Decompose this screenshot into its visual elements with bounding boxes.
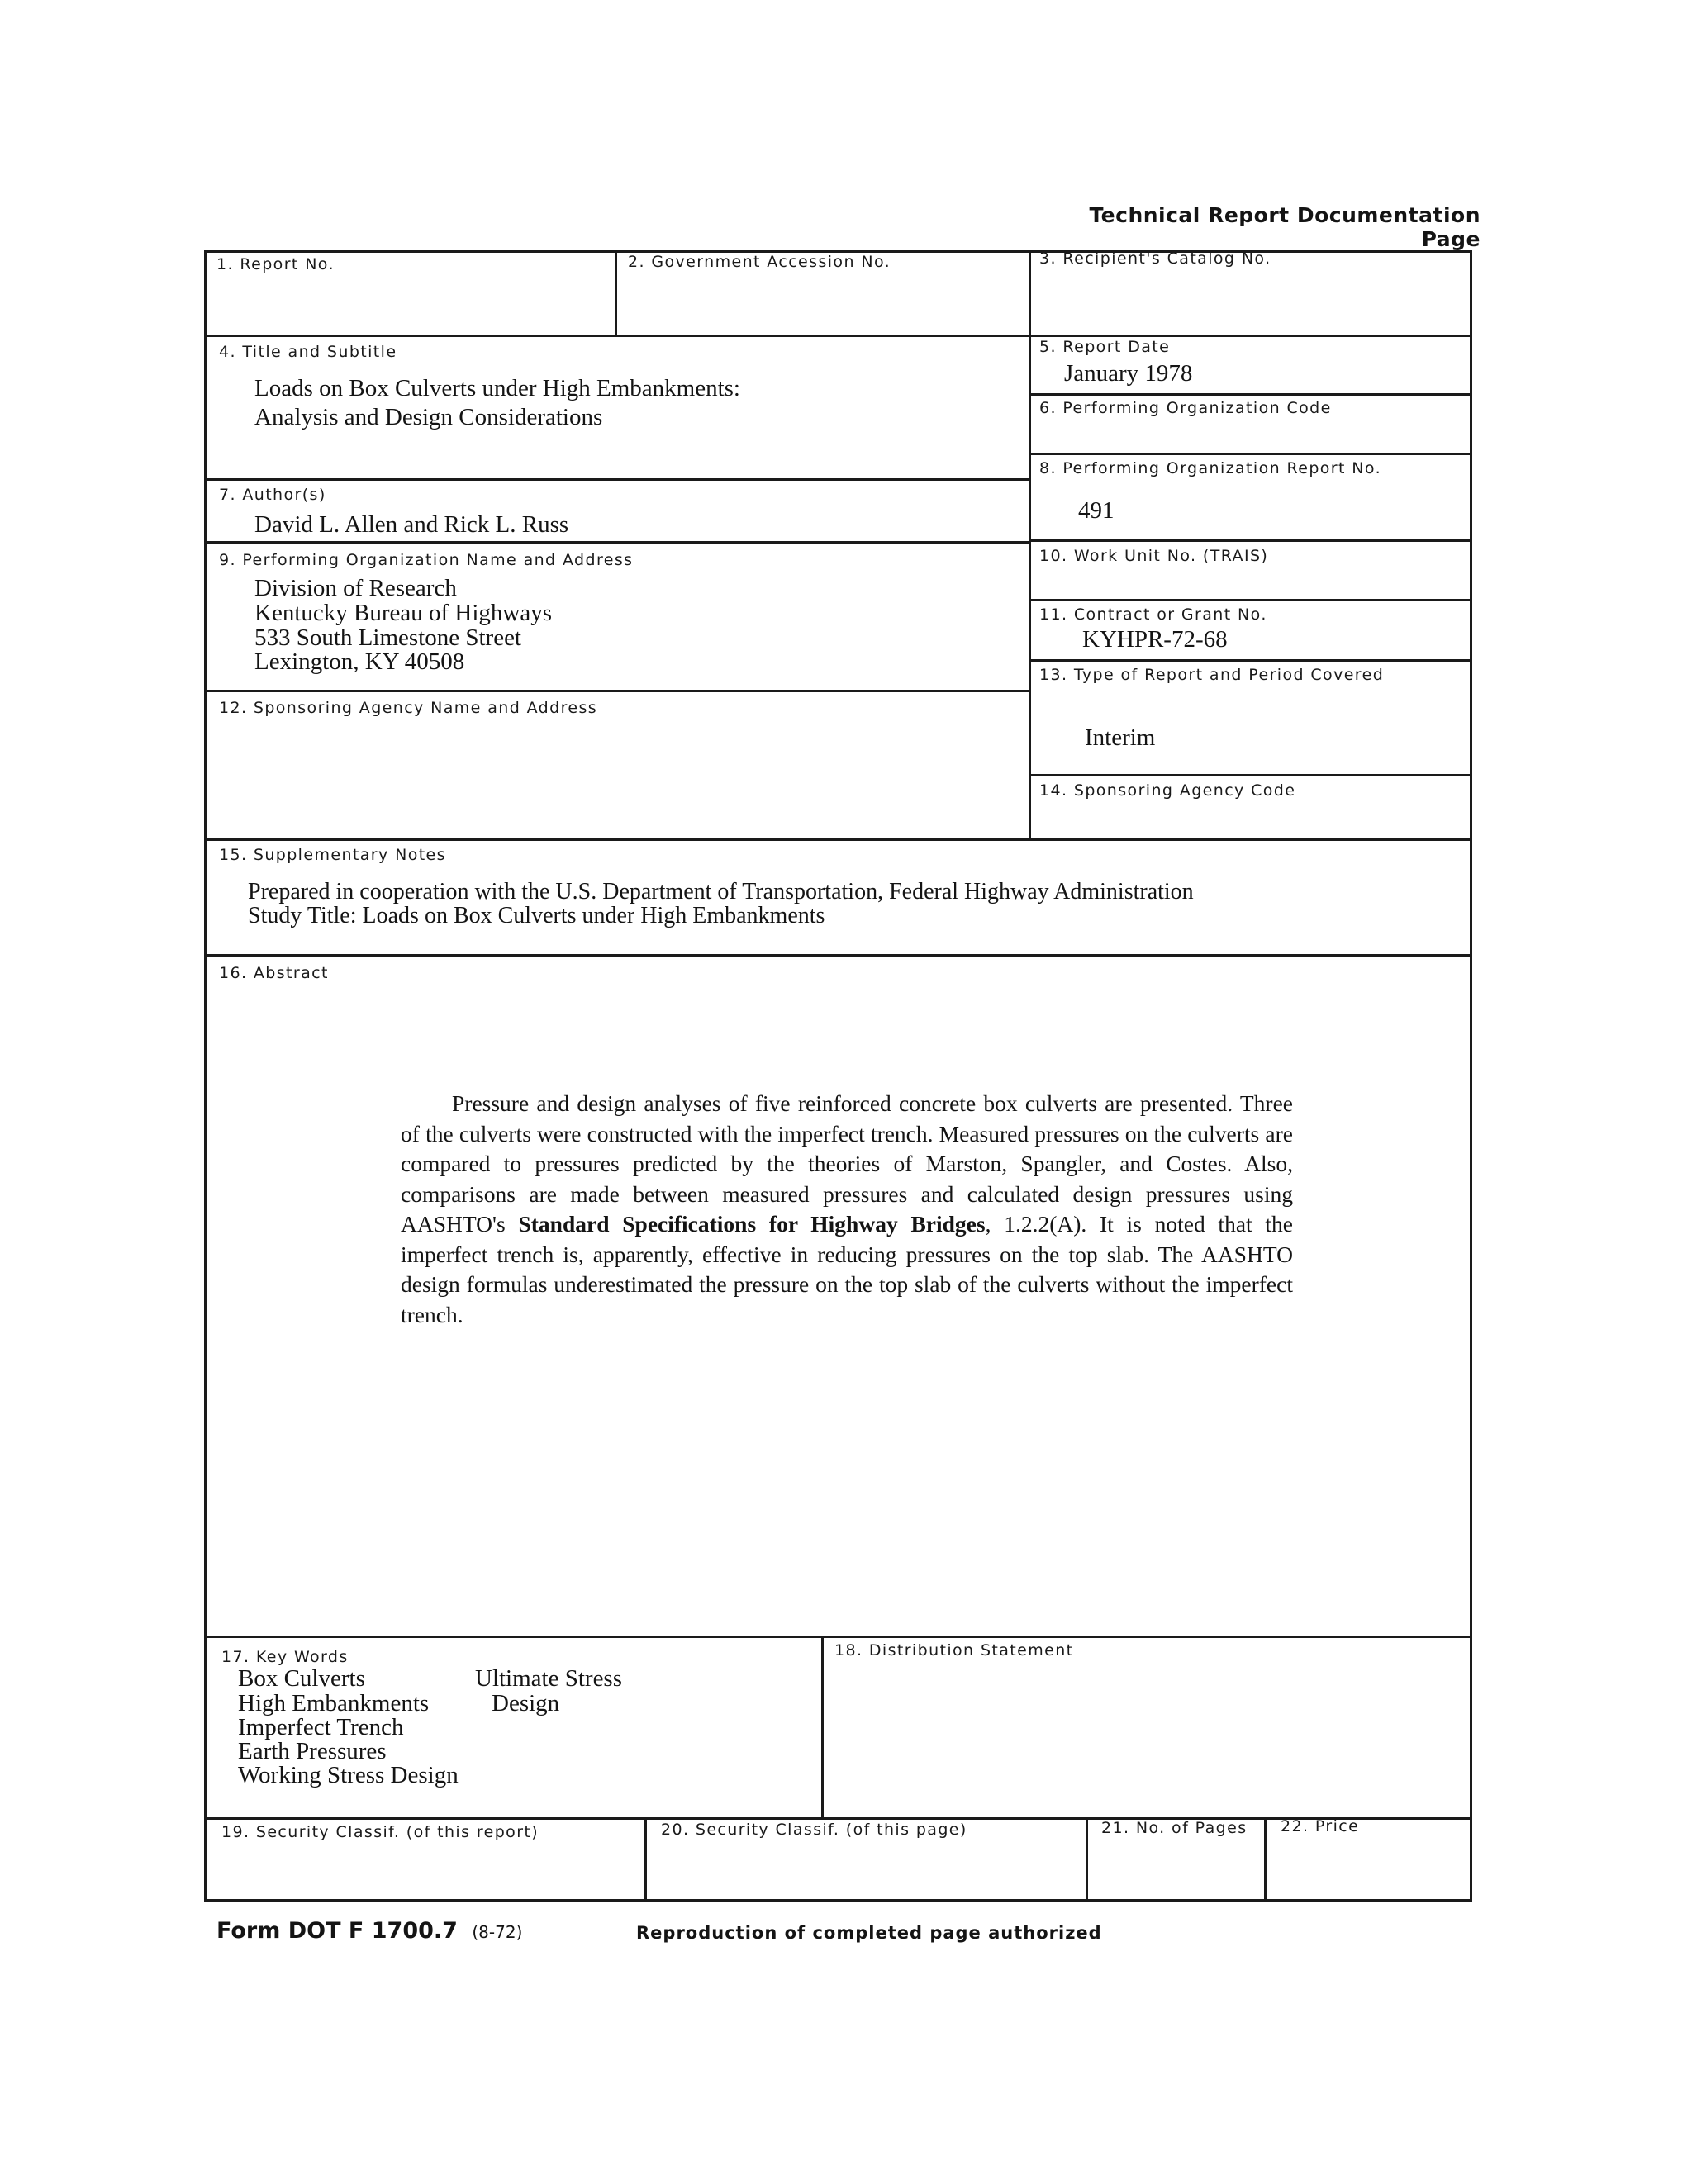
recipient-catalog-label: 3. Recipient's Catalog No. [1039,249,1271,268]
perf-org-name-label: 9. Performing Organization Name and Address [219,551,634,569]
security-report-label: 19. Security Classif. (of this report) [221,1823,539,1841]
divider [204,541,1030,544]
price-label: 22. Price [1281,1817,1360,1835]
perf-org-report-value: 491 [1078,497,1115,524]
divider [204,954,1472,957]
authors-value: David L. Allen and Rick L. Russ [254,511,569,538]
divider [1029,453,1472,455]
divider [1086,1817,1088,1902]
key-word: Imperfect Trench [238,1714,404,1740]
perf-org-line-1: Division of Research [254,575,457,601]
divider [1264,1817,1267,1902]
perf-org-line-4: Lexington, KY 40508 [254,648,465,675]
report-type-label: 13. Type of Report and Period Covered [1039,666,1385,684]
title-label: 4. Title and Subtitle [219,343,397,361]
divider [1029,539,1472,542]
divider [821,1636,824,1820]
divider [204,335,1472,337]
distribution-label: 18. Distribution Statement [834,1641,1074,1659]
supp-notes-line-2: Study Title: Loads on Box Culverts under High Embankments [248,903,825,928]
abstract-text-after: , 1.2.2(A). It is noted that the imperfect trench is, apparently, effective in reducing pressures on the top slab. The AASHTO design formulas underestimated the pressure on the top slab of the culverts without the imperfect trench. [401,1211,1294,1327]
key-word: Earth Pressures [238,1738,387,1764]
title-line-2: Analysis and Design Considerations [254,404,603,430]
key-word: Design [492,1690,560,1716]
divider [1029,393,1472,396]
supp-notes-line-1: Prepared in cooperation with the U.S. Department of Transportation, Federal Highway Administration [248,879,1194,904]
divider [615,250,617,336]
abstract-text-before: Pressure and design analyses of five reinforced concrete box culverts are presented. Three of the culverts were constructed with the imperfect trench. Measured pressures on the culverts are compared to pressures predicted by the theories of Marston, Spangler, and Costes. Also, comparisons are made between measured pressures and calculated design pressures using AASHTO's [401,1090,1293,1237]
authors-label: 7. Author(s) [219,486,326,504]
form-number [216,1918,522,1944]
form-revision: (8-72) [472,1922,523,1942]
form-top-block [204,250,1472,841]
num-pages-label: 21. No. of Pages [1101,1819,1248,1837]
abstract-text-bold: Standard Specifications for Highway Bridges [518,1211,986,1237]
abstract-text [401,1089,1293,1330]
work-unit-label: 10. Work Unit No. (TRAIS) [1039,547,1269,565]
perf-org-line-3: 533 South Limestone Street [254,624,521,651]
divider [1029,659,1472,662]
key-word: High Embankments [238,1690,430,1716]
abstract-label: 16. Abstract [219,964,329,982]
key-words-label: 17. Key Words [221,1648,349,1666]
sponsor-code-label: 14. Sponsoring Agency Code [1039,781,1296,800]
perf-org-report-label: 8. Performing Organization Report No. [1039,459,1382,477]
divider [204,690,1030,692]
report-type-value: Interim [1085,724,1156,751]
report-date-value: January 1978 [1064,360,1193,387]
contract-value: KYHPR-72-68 [1082,626,1228,653]
perf-org-line-2: Kentucky Bureau of Highways [254,600,552,626]
divider [1029,599,1472,601]
contract-label: 11. Contract or Grant No. [1039,605,1267,624]
page-header-title: Technical Report Documentation Page [1089,203,1480,251]
divider [644,1817,647,1902]
report-date-label: 5. Report Date [1039,338,1171,356]
key-word: Box Culverts [238,1665,365,1692]
report-no-label: 1. Report No. [216,255,335,273]
supp-notes-label: 15. Supplementary Notes [219,846,446,864]
divider [1029,250,1031,841]
sponsor-name-label: 12. Sponsoring Agency Name and Address [219,699,598,717]
divider [204,478,1030,481]
gov-accession-label: 2. Government Accession No. [628,253,891,271]
title-line-1: Loads on Box Culverts under High Embankments: [254,375,740,401]
security-page-label: 20. Security Classif. (of this page) [661,1821,967,1839]
key-word: Working Stress Design [238,1762,459,1788]
reproduction-note: Reproduction of completed page authorized [636,1923,1102,1943]
key-word: Ultimate Stress [475,1665,623,1692]
divider [1029,774,1472,776]
perf-org-code-label: 6. Performing Organization Code [1039,399,1332,417]
form-number-text: Form DOT F 1700.7 [216,1918,458,1944]
